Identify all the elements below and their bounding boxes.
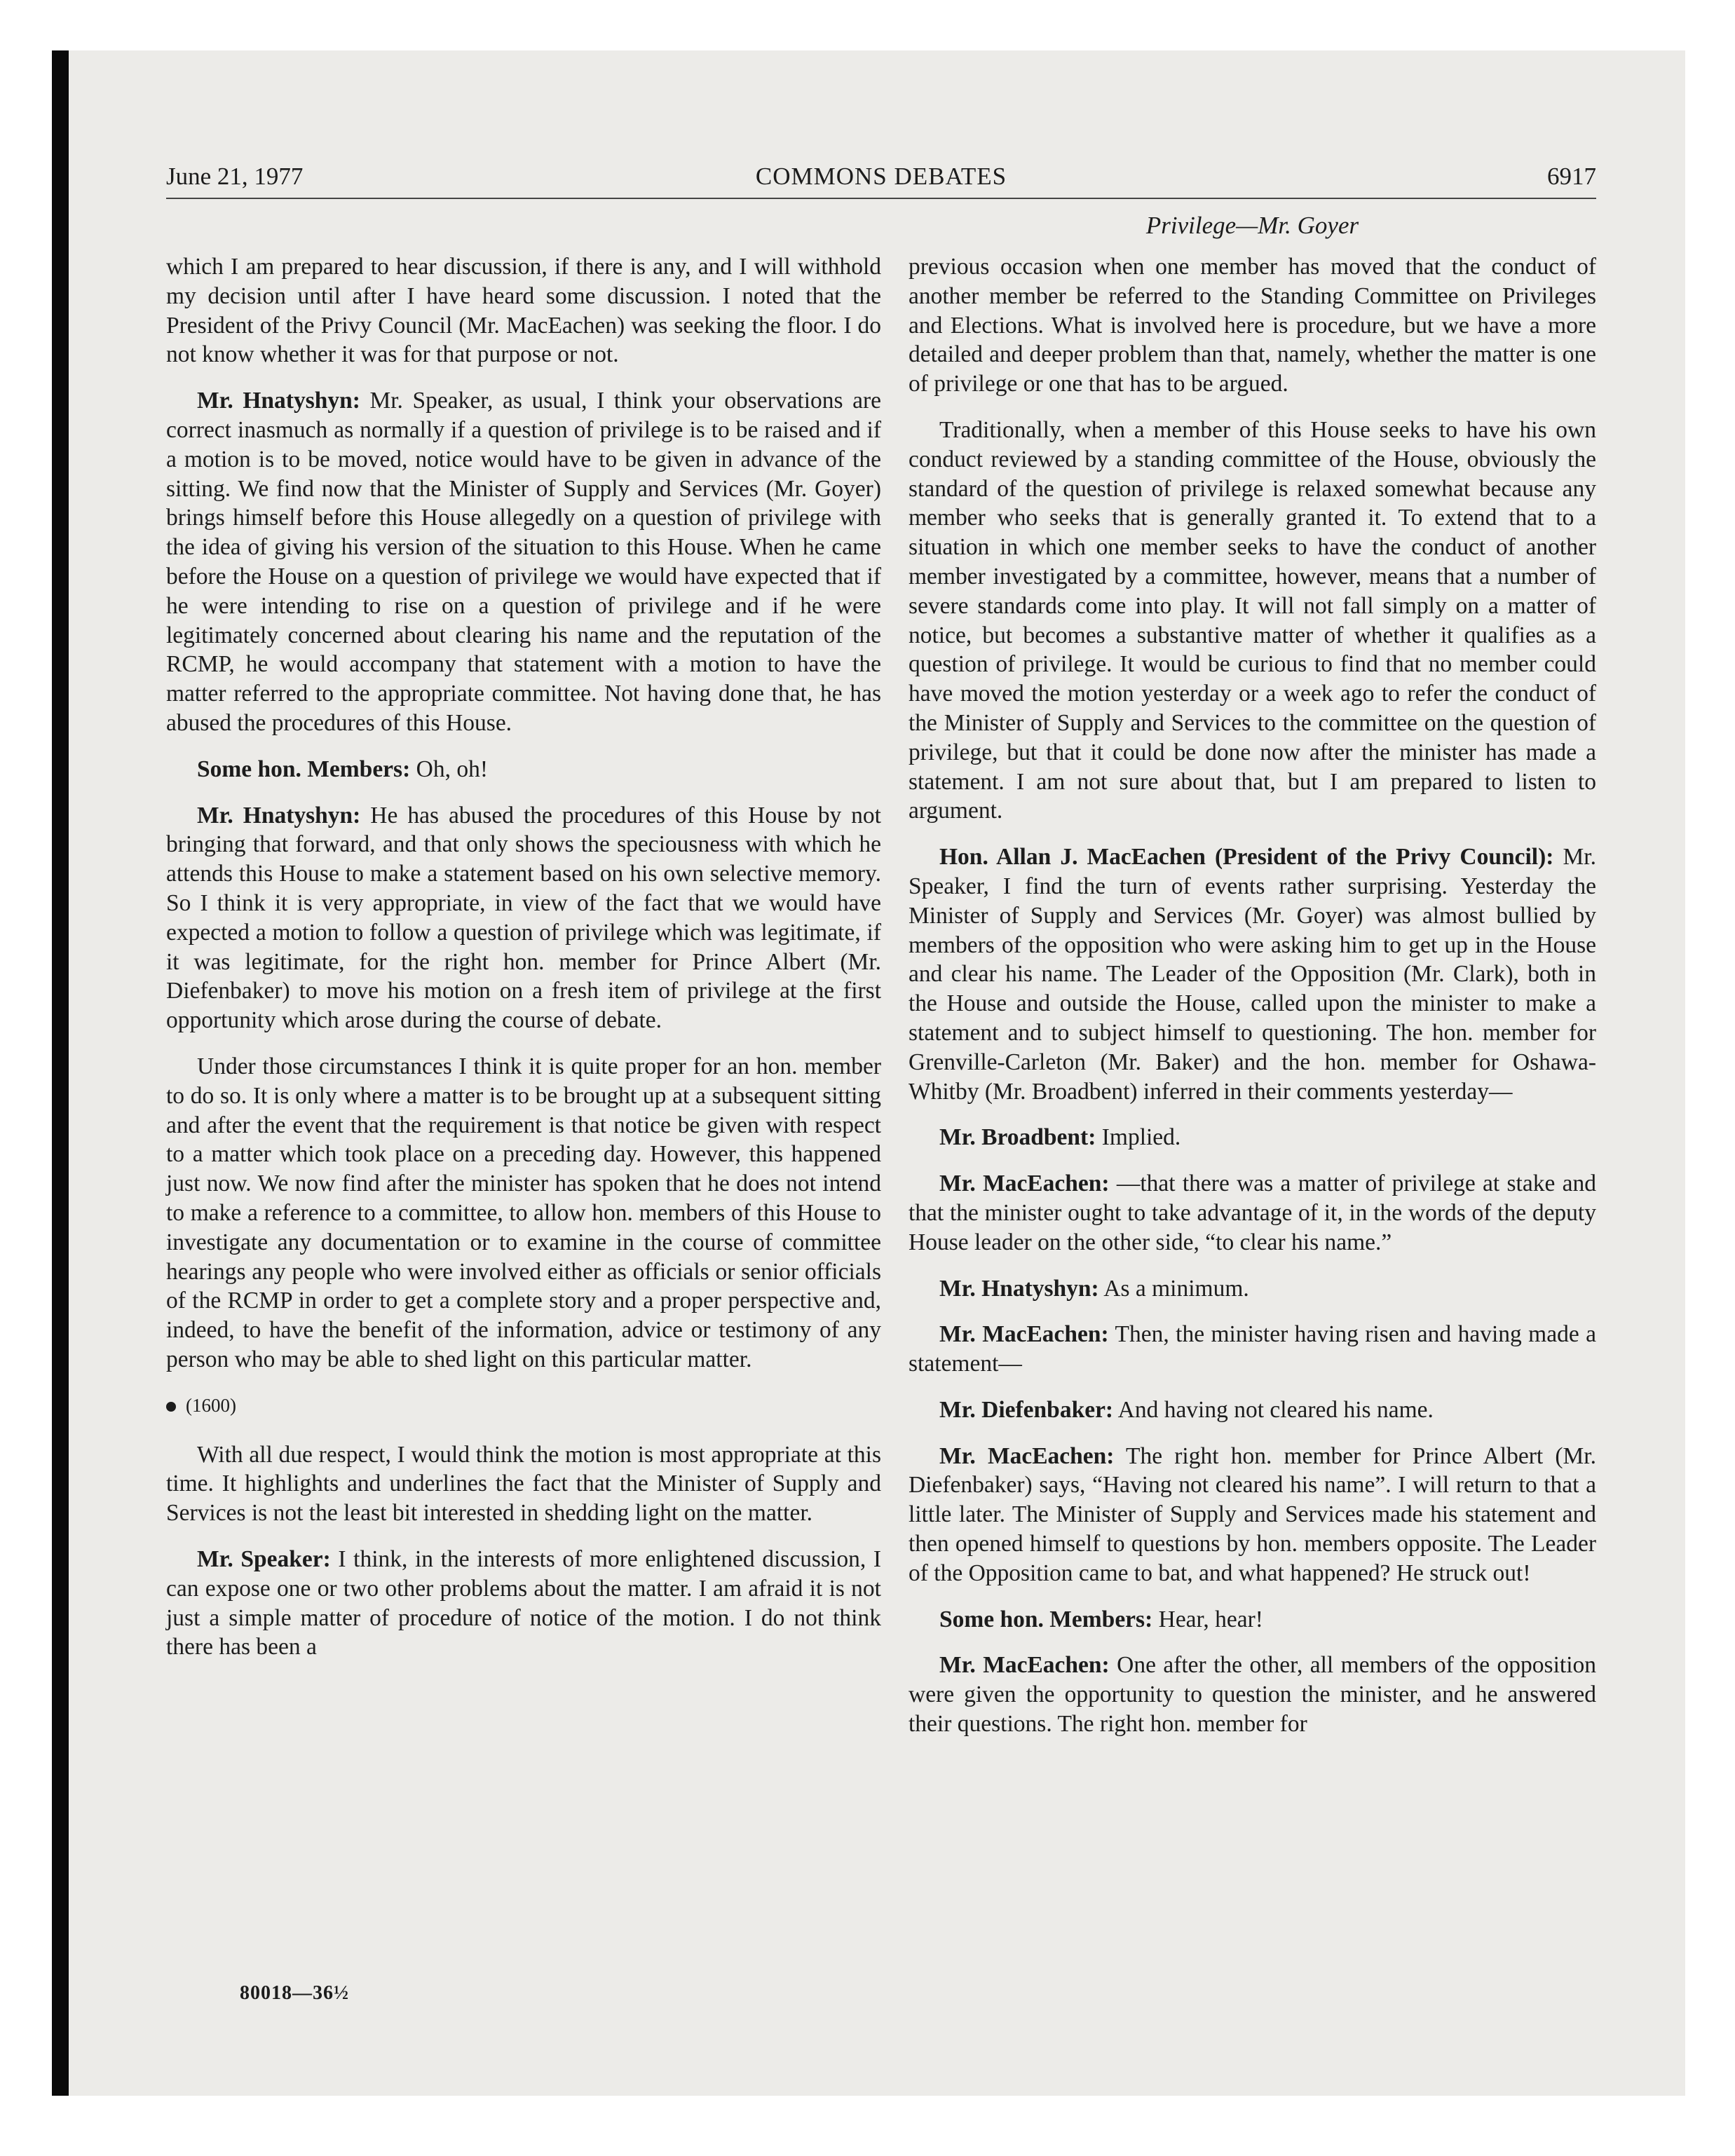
speech-paragraph: Mr. Hnatyshyn: He has abused the procedures of this House by not bringing that forward, and that only shows the speciousness with which he attends this House to make a statement based on his own selective memory. So I think it is very appropriate, in view of the fact that we would have expected a motion to follow a question of privilege which was legitimate, if it was legitimate, for the right hon. member for Prince Albert (Mr. Diefenbaker) to move his motion on a fresh item of privilege at the first opportunity which arose during the course of debate. xyxy=(166,802,881,1034)
speech-paragraph: Mr. MacEachen: The right hon. member for Prince Albert (Mr. Diefenbaker) says, “Having not cleared his name”. I will return to that a little later. The Minister of Supply and Services made his statement and then opened himself to questions by hon. members opposite. The Leader of the Opposition came to bat, and what happened? He struck out! xyxy=(909,1442,1596,1586)
speech-paragraph: Some hon. Members: Oh, oh! xyxy=(197,756,488,782)
speaker-name: Mr. Hnatyshyn: xyxy=(197,802,361,828)
bullet-icon xyxy=(166,1402,176,1412)
header-rule xyxy=(166,198,1596,199)
speaker-name: Hon. Allan J. MacEachen (President of the Privy Council): xyxy=(939,844,1554,871)
paragraph: previous occasion when one member has moved that the conduct of another member be referred to the Standing Committee on Privileges and Elections. What is involved here is procedure, but we have a more detailed and deeper problem than that, namely, whether the matter is one of privilege or one that has to be argued. xyxy=(909,254,1596,397)
scan-border xyxy=(52,50,69,2096)
paragraph: which I am prepared to hear discussion, if there is any, and I will withhold my decision until after I have heard some discussion. I noted that the President of the Privy Council (Mr. MacEachen) was seeking the floor. I do not know whether it was for that purpose or not. xyxy=(166,254,881,368)
speaker-name: Mr. Broadbent: xyxy=(939,1124,1096,1151)
speech-paragraph: Mr. MacEachen: One after the other, all members of the opposition were given the opportunity to question the minister, and he answered their questions. The right hon. member for xyxy=(909,1652,1597,1738)
speech-paragraph: Mr. Speaker: I think, in the interests of more enlightened discussion, I can expose one or two other problems about the matter. I am afraid it is not just a simple matter of procedure of notice of the motion. I do not think there has been a xyxy=(166,1546,881,1660)
speaker-name: Mr. Speaker: xyxy=(197,1546,331,1573)
speaker-name: Mr. MacEachen: xyxy=(939,1171,1110,1197)
page-header xyxy=(166,160,1596,193)
page-number: 6917 xyxy=(1547,163,1596,190)
speech-paragraph: Mr. Diefenbaker: And having not cleared his name. xyxy=(939,1396,1434,1423)
paragraph: Under those circumstances I think it is quite proper for an hon. member to do so. It is only where a matter is to be brought up at a subsequent sitting and after the event that the requirement is that notice be given with respect to a matter which took place on a preceding day. However, this happened just now. We now find after the minister has spoken that he does not intend to make a reference to a committee, to allow hon. members of this House to investigate any documentation or to examine in the course of committee hearings any people who were involved either as officials or senior officials of the RCMP in order to get a complete story and a proper perspective and, indeed, to have the benefit of the information, advice or testimony of any person who may be able to shed light on this particular matter. xyxy=(166,1053,881,1372)
running-head: Privilege—Mr. Goyer xyxy=(1145,212,1359,239)
right-column xyxy=(909,252,1596,1756)
speaker-name: Mr. MacEachen: xyxy=(939,1321,1109,1348)
speech-paragraph: Hon. Allan J. MacEachen (President of the Privy Council): Mr. Speaker, I find the turn of events rather surprising. Yesterday the Minister of Supply and Services (Mr. Goyer) was almost bullied by members of the opposition who were asking him to get up in the House and clear his name. The Leader of the Opposition (Mr. Clark), both in the House and outside the House, called upon the minister to make a statement and to subject himself to questioning. The hon. member for Grenville-Carleton (Mr. Baker) and the hon. member for Oshawa-Whitby (Mr. Broadbent) inferred in their comments yesterday— xyxy=(909,844,1596,1105)
left-column xyxy=(166,252,881,1679)
speaker-name: Some hon. Members: xyxy=(197,756,411,782)
header-title: COMMONS DEBATES xyxy=(755,163,1007,190)
speaker-name: Mr. Diefenbaker: xyxy=(939,1396,1114,1423)
speaker-name: Mr. Hnatyshyn: xyxy=(197,388,360,414)
paragraph: With all due respect, I would think the motion is most appropriate at this time. It highlights and underlines the fact that the Minister of Supply and Services is not the least bit interested in shedding light on the matter. xyxy=(166,1441,881,1527)
paragraph: Traditionally, when a member of this House seeks to have his own conduct reviewed by a standing committee of the House, obviously the standard of the question of privilege is relaxed somewhat because any member who seeks that is generally granted it. To extend that to a situation in which one member seeks to have the conduct of another member investigated by a committee, however, means that a number of severe standards come into play. It will not fall simply on a matter of notice, but becomes a substantive matter of whether it qualifies as a question of privilege. It would be curious to find that no member could have moved the motion yesterday or a week ago to refer the conduct of the Minister of Supply and Services to the committee on the question of privilege, but that it could be done now after the minister has made a statement. I am not sure about that, but I am prepared to listen to argument. xyxy=(909,416,1596,824)
speech-paragraph: Some hon. Members: Hear, hear! xyxy=(939,1606,1263,1632)
speech-paragraph: Mr. MacEachen: —that there was a matter of privilege at stake and that the minister ought to take advantage of it, in the words of the deputy House leader on the other side, “to clear his name.” xyxy=(909,1171,1596,1255)
header-date: June 21, 1977 xyxy=(166,163,304,190)
timestamp: (1600) xyxy=(166,1391,881,1419)
speaker-name: Some hon. Members: xyxy=(939,1606,1153,1632)
speaker-name: Mr. MacEachen: xyxy=(939,1652,1110,1679)
speaker-name: Mr. Hnatyshyn: xyxy=(939,1275,1099,1302)
footer-code: 80018—36½ xyxy=(240,1982,349,2004)
speech-paragraph: Mr. Hnatyshyn: Mr. Speaker, as usual, I think your observations are correct inasmuch as normally if a question of privilege is to be raised and if a motion is to be moved, notice would have to be given in advance of the sitting. We find now that the Minister of Supply and Services (Mr. Goyer) brings himself before this House allegedly on a question of privilege with the idea of giving his version of the situation to this House. When he came before the House on a question of privilege we would have expected that if he were intending to rise on a question of privilege and if he were legitimately concerned about clearing his name and the reputation of the RCMP, he would accompany that statement with a motion to have the matter referred to the appropriate committee. Not having done that, he has abused the procedures of this House. xyxy=(166,388,881,736)
speech-paragraph: Mr. MacEachen: Then, the minister having risen and having made a statement— xyxy=(909,1321,1597,1377)
speech-paragraph: Mr. Broadbent: Implied. xyxy=(939,1124,1181,1151)
speaker-name: Mr. MacEachen: xyxy=(939,1442,1115,1469)
speech-paragraph: Mr. Hnatyshyn: As a minimum. xyxy=(939,1275,1249,1302)
